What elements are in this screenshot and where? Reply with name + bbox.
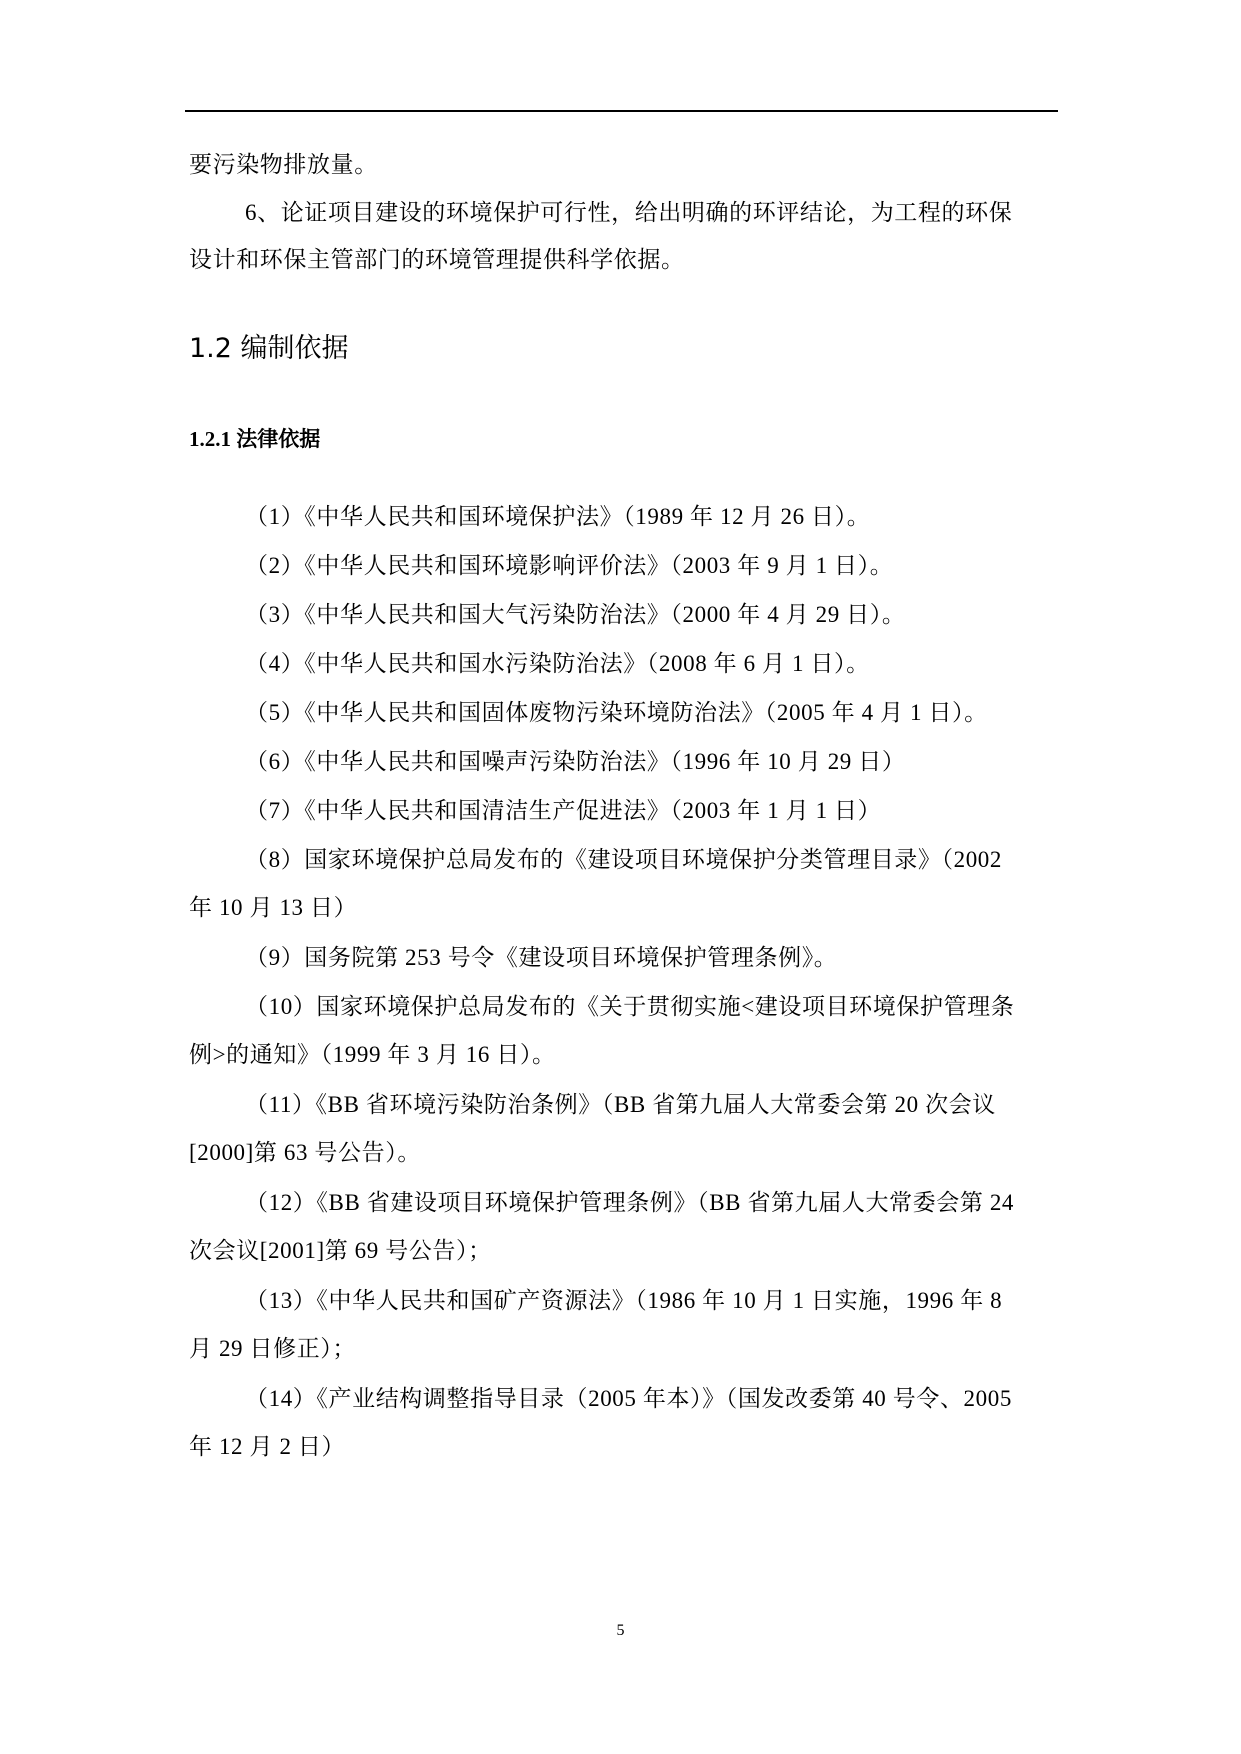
item-6-line-1: 6、论证项目建设的环境保护可行性，给出明确的环评结论，为工程的环保 [245,200,1013,225]
law-item-6: （6）《中华人民共和国噪声污染防治法》（1996 年 10 月 29 日） [245,749,906,774]
law-item-1: （1）《中华人民共和国环境保护法》（1989 年 12 月 26 日）。 [245,504,871,529]
law-item-4: （4）《中华人民共和国水污染防治法》（2008 年 6 月 1 日）。 [245,651,870,676]
header-rule [185,110,1058,112]
law-item-12-line-1: （12）《BB 省建设项目环境保护管理条例》（BB 省第九届人大常委会第 24 [245,1190,1015,1215]
law-item-3: （3）《中华人民共和国大气污染防治法》（2000 年 4 月 29 日）。 [245,602,906,627]
law-item-11-line-1: （11）《BB 省环境污染防治条例》（BB 省第九届人大常委会第 20 次会议 [245,1092,996,1117]
law-item-14-line-2: 年 12 月 2 日） [189,1434,346,1459]
law-item-7: （7）《中华人民共和国清洁生产促进法》（2003 年 1 月 1 日） [245,798,882,823]
law-item-9: （9）国务院第 253 号令《建设项目环境保护管理条例》。 [245,945,838,970]
law-item-10-line-1: （10）国家环境保护总局发布的《关于贯彻实施<建设项目环境保护管理条 [245,994,1015,1019]
law-item-5: （5）《中华人民共和国固体废物污染环境防治法》（2005 年 4 月 1 日）。 [245,700,988,725]
law-item-8-line-1: （8）国家环境保护总局发布的《建设项目环境保护分类管理目录》（2002 [245,847,1002,872]
section-heading: 1.2 编制依据 [189,333,349,364]
law-item-14-line-1: （14）《产业结构调整指导目录（2005 年本）》（国发改委第 40 号令、2005 [245,1386,1012,1411]
law-item-13-line-1: （13）《中华人民共和国矿产资源法》（1986 年 10 月 1 日实施，1996 年 8 [245,1288,1003,1313]
law-item-13-line-2: 月 29 日修正）； [189,1336,356,1361]
law-item-8-line-2: 年 10 月 13 日） [189,895,358,920]
page-number: 5 [616,1622,625,1639]
item-6-line-2: 设计和环保主管部门的环境管理提供科学依据。 [189,247,685,272]
intro-line: 要污染物排放量。 [189,152,378,177]
law-item-12-line-2: 次会议[2001]第 69 号公告）； [189,1238,492,1263]
law-item-11-line-2: [2000]第 63 号公告）。 [189,1140,421,1165]
law-item-10-line-2: 例>的通知》（1999 年 3 月 16 日）。 [189,1042,556,1067]
law-item-2: （2）《中华人民共和国环境影响评价法》（2003 年 9 月 1 日）。 [245,553,894,578]
subsection-heading: 1.2.1 法律依据 [189,427,321,451]
